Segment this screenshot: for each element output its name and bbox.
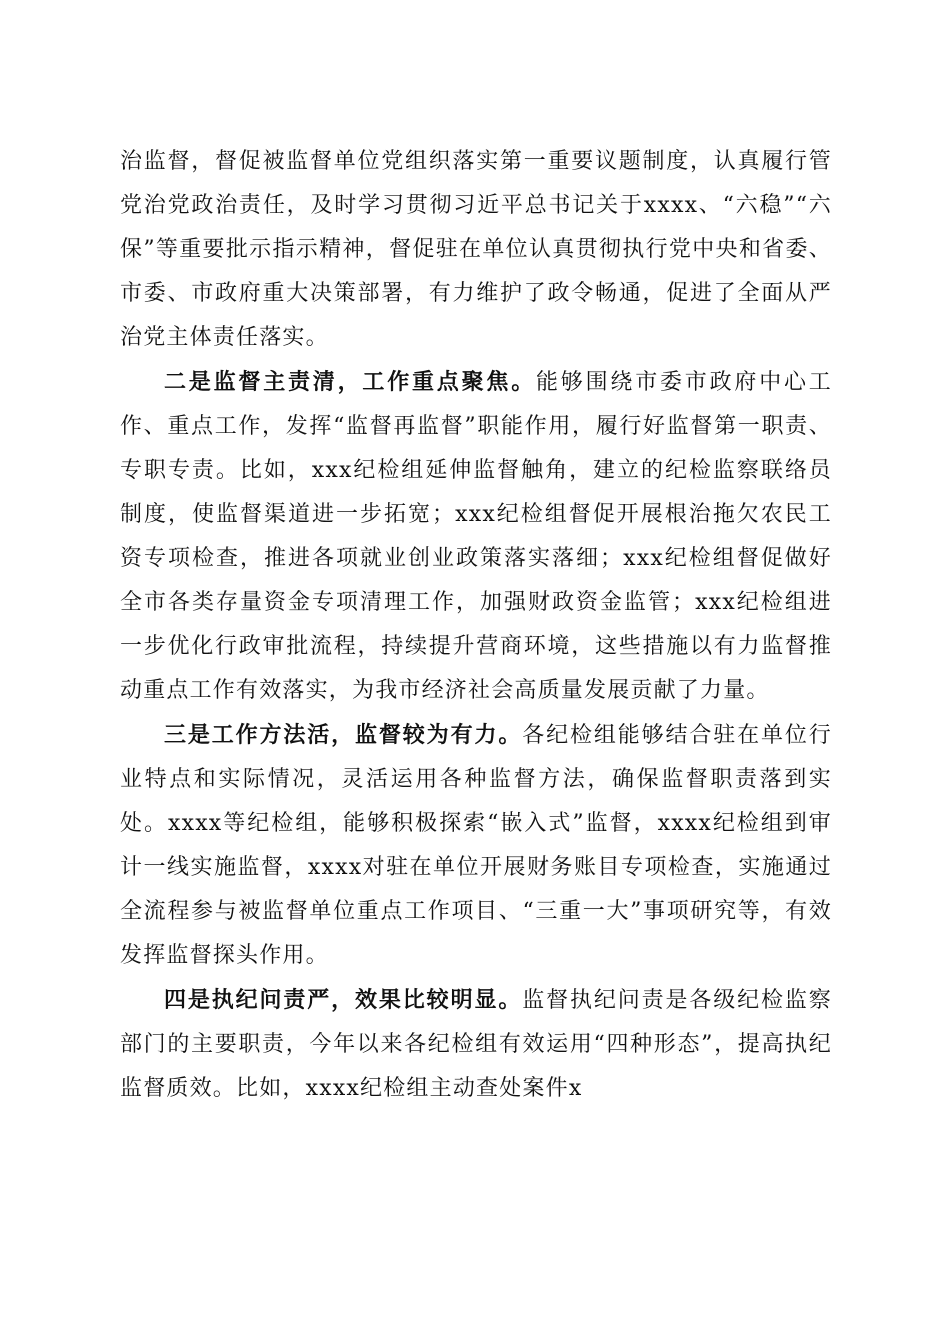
paragraph-discipline-accountability — [120, 978, 832, 1111]
paragraph-heading: 二是监督主责清，工作重点聚焦。 — [164, 369, 536, 395]
paragraph-heading: 四是执纪问责严，效果比较明显。 — [164, 987, 523, 1013]
document-body — [120, 140, 832, 1111]
paragraph-supervision-focus — [120, 360, 832, 713]
paragraph-text: 监督执纪问责是各级纪检监察部门的主要职责，今年以来各纪检组有效运用“四种形态”，提高执纪监督质效。比如，xxxx纪检组主动查处案件x — [120, 988, 832, 1101]
paragraph-political-supervision — [120, 140, 832, 360]
paragraph-text: 各纪检组能够结合驻在单位行业特点和实际情况，灵活运用各种监督方法，确保监督职责落到实处。xxxx等纪检组，能够积极探索“嵌入式”监督，xxxx纪检组到审计一线实施监督，xxxx对驻在单位开展财务账目专项检查，实施通过全流程参与被监督单位重点工作项目、“三重一大”事项研究等，有效发挥监督探头作用。 — [120, 723, 832, 968]
paragraph-text: 治监督，督促被监督单位党组织落实第一重要议题制度，认真履行管党治党政治责任，及时学习贯彻习近平总书记关于xxxx、“六稳”“六保”等重要批示指示精神，督促驻在单位认真贯彻执行党中央和省委、市委、市政府重大决策部署，有力维护了政令畅通，促进了全面从严治党主体责任落实。 — [120, 149, 832, 350]
paragraph-heading: 三是工作方法活，监督较为有力。 — [164, 722, 523, 748]
paragraph-work-methods — [120, 713, 832, 978]
paragraph-text: 能够围绕市委市政府中心工作、重点工作，发挥“监督再监督”职能作用，履行好监督第一职责、专职专责。比如，xxx纪检组延伸监督触角，建立的纪检监察联络员制度，使监督渠道进一步拓宽；xxx纪检组督促开展根治拖欠农民工资专项检查，推进各项就业创业政策落实落细；xxx纪检组督促做好全市各类存量资金专项清理工作，加强财政资金监管；xxx纪检组进一步优化行政审批流程，持续提升营商环境，这些措施以有力监督推动重点工作有效落实，为我市经济社会高质量发展贡献了力量。 — [120, 370, 832, 703]
